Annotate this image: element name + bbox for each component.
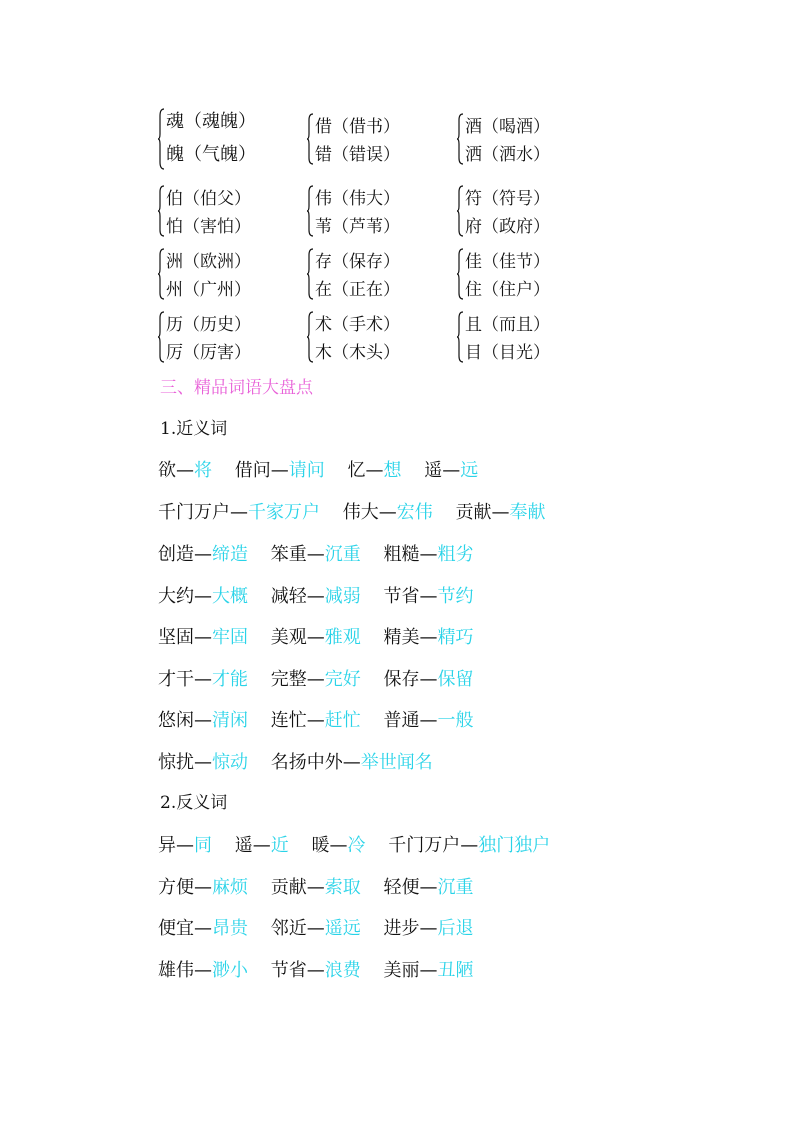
word-pair <box>347 459 401 483</box>
dash: — <box>194 544 212 565</box>
dash: — <box>194 918 212 939</box>
word-answer: 精巧 <box>437 627 474 648</box>
word-answer: 近 <box>270 835 289 856</box>
word-pair <box>383 876 473 900</box>
word-pair <box>158 626 248 650</box>
dash: — <box>419 669 438 690</box>
dash: — <box>306 669 325 690</box>
dash: — <box>460 835 479 856</box>
word-answer: 昂贵 <box>212 918 248 939</box>
dash: — <box>442 460 461 481</box>
word-key: 粗糙 <box>383 544 420 565</box>
dash: — <box>270 460 289 481</box>
section-title: 三、精品词语大盘点 <box>160 378 313 398</box>
char-word: 存（保存） <box>315 252 400 272</box>
word-answer: 独门独户 <box>478 835 551 856</box>
word-answer: 大概 <box>212 586 248 607</box>
brace-icon <box>158 248 165 300</box>
word-answer: 丑陋 <box>437 960 474 981</box>
word-answer: 沉重 <box>437 877 474 898</box>
dash: — <box>194 752 212 773</box>
word-answer: 将 <box>194 460 212 481</box>
dash: — <box>194 669 212 690</box>
dash: — <box>365 460 384 481</box>
word-key: 雄伟 <box>158 960 194 981</box>
word-answer: 才能 <box>212 669 248 690</box>
dash: — <box>378 502 397 523</box>
antonyms-title: 2.反义词 <box>160 793 228 813</box>
brace-icon <box>307 113 314 165</box>
word-key: 普通 <box>383 710 420 731</box>
char-pair <box>457 248 587 302</box>
word-answer: 牢固 <box>212 627 248 648</box>
word-pair <box>158 501 320 525</box>
dash: — <box>194 710 212 731</box>
char-word: 目（目光） <box>465 343 550 363</box>
word-answer: 赶忙 <box>324 710 361 731</box>
word-key: 方便 <box>158 877 194 898</box>
word-answer: 奉献 <box>509 502 546 523</box>
word-key: 名扬中外 <box>270 752 343 773</box>
word-key: 借问 <box>234 460 271 481</box>
char-word: 洲（欧洲） <box>166 252 251 272</box>
word-row <box>158 751 450 775</box>
word-pair <box>383 917 473 941</box>
word-answer: 缔造 <box>212 544 248 565</box>
word-answer: 麻烦 <box>212 877 248 898</box>
word-answer: 浪费 <box>324 960 361 981</box>
char-pair <box>158 108 288 172</box>
word-key: 暖 <box>311 835 330 856</box>
word-answer: 减弱 <box>324 586 361 607</box>
word-pair <box>158 459 212 483</box>
char-word: 且（而且） <box>465 315 550 335</box>
char-pair <box>307 185 437 239</box>
dash: — <box>306 918 325 939</box>
char-pair <box>457 113 587 167</box>
word-key: 连忙 <box>270 710 307 731</box>
char-word: 符（符号） <box>465 189 550 209</box>
char-word: 历（历史） <box>166 315 251 335</box>
word-pair <box>158 709 248 733</box>
word-pair <box>235 834 289 858</box>
word-key: 进步 <box>383 918 420 939</box>
word-key: 减轻 <box>270 586 307 607</box>
char-word: 错（错误） <box>315 145 400 165</box>
word-key: 贡献 <box>270 877 307 898</box>
word-key: 创造 <box>158 544 194 565</box>
word-key: 惊扰 <box>158 752 194 773</box>
word-answer: 清闲 <box>212 710 248 731</box>
word-pair <box>383 585 473 609</box>
word-row <box>158 585 490 609</box>
word-key: 完整 <box>270 669 307 690</box>
word-row <box>158 543 490 567</box>
word-answer: 举世闻名 <box>360 752 433 773</box>
brace-icon <box>158 108 165 170</box>
word-answer: 请问 <box>288 460 325 481</box>
word-pair <box>343 501 433 525</box>
dash: — <box>329 835 348 856</box>
word-key: 节省 <box>270 960 307 981</box>
word-answer: 沉重 <box>324 544 361 565</box>
dash: — <box>306 627 325 648</box>
word-pair <box>455 501 545 525</box>
word-answer: 雅观 <box>324 627 361 648</box>
char-word: 伟（伟大） <box>315 189 400 209</box>
dash: — <box>491 502 510 523</box>
word-key: 千门万户 <box>388 835 461 856</box>
char-word: 借（借书） <box>315 117 400 137</box>
char-pair <box>307 113 437 167</box>
synonyms-title: 1.近义词 <box>160 419 228 439</box>
char-pair <box>158 185 288 239</box>
word-answer: 后退 <box>437 918 474 939</box>
dash: — <box>419 877 438 898</box>
dash: — <box>194 586 212 607</box>
word-pair <box>158 751 248 775</box>
brace-icon <box>457 113 464 165</box>
word-row <box>158 626 490 650</box>
word-key: 美丽 <box>383 960 420 981</box>
dash: — <box>194 877 212 898</box>
word-answer: 节约 <box>437 586 474 607</box>
dash: — <box>419 710 438 731</box>
brace-icon <box>158 185 165 237</box>
brace-icon <box>307 248 314 300</box>
word-pair <box>158 834 212 858</box>
char-word: 洒（洒水） <box>465 145 550 165</box>
brace-icon <box>307 311 314 363</box>
dash: — <box>419 544 438 565</box>
char-word: 魄（气魄） <box>166 144 256 165</box>
word-key: 异 <box>158 835 176 856</box>
dash: — <box>306 877 325 898</box>
word-row <box>158 876 490 900</box>
dash: — <box>230 502 248 523</box>
word-key: 贡献 <box>455 502 492 523</box>
word-answer: 遥远 <box>324 918 361 939</box>
word-key: 欲 <box>158 460 176 481</box>
word-row <box>158 917 490 941</box>
word-pair <box>271 917 361 941</box>
word-pair <box>158 959 248 983</box>
word-answer: 完好 <box>324 669 361 690</box>
word-answer: 惊动 <box>212 752 248 773</box>
dash: — <box>419 918 438 939</box>
word-key: 伟大 <box>342 502 379 523</box>
word-key: 精美 <box>383 627 420 648</box>
char-word: 酒（喝酒） <box>465 117 550 137</box>
char-word: 魂（魂魄） <box>166 111 256 132</box>
word-key: 便宜 <box>158 918 194 939</box>
word-row <box>158 834 567 858</box>
word-answer: 索取 <box>324 877 361 898</box>
word-answer: 想 <box>383 460 402 481</box>
word-pair <box>383 709 473 733</box>
brace-icon <box>158 311 165 363</box>
word-pair <box>158 543 248 567</box>
word-row <box>158 959 490 983</box>
word-row <box>158 668 490 692</box>
char-word: 在（正在） <box>315 280 400 300</box>
char-word: 住（住户） <box>465 280 550 300</box>
word-pair <box>271 751 433 775</box>
word-pair <box>311 834 365 858</box>
word-pair <box>383 668 473 692</box>
dash: — <box>419 627 438 648</box>
dash: — <box>176 460 194 481</box>
dash: — <box>306 544 325 565</box>
word-key: 遥 <box>424 460 443 481</box>
word-answer: 宏伟 <box>396 502 433 523</box>
word-pair <box>271 668 361 692</box>
word-answer: 渺小 <box>212 960 248 981</box>
word-answer: 一般 <box>437 710 474 731</box>
char-word: 厉（厉害） <box>166 343 251 363</box>
brace-icon <box>457 248 464 300</box>
word-key: 轻便 <box>383 877 420 898</box>
char-word: 苇（芦苇） <box>315 217 400 237</box>
word-key: 大约 <box>158 586 194 607</box>
word-pair <box>271 709 361 733</box>
word-pair <box>388 834 550 858</box>
dash: — <box>306 710 325 731</box>
word-key: 遥 <box>234 835 253 856</box>
word-answer: 千家万户 <box>248 502 320 523</box>
dash: — <box>306 960 325 981</box>
brace-icon <box>457 185 464 237</box>
word-answer: 粗劣 <box>437 544 474 565</box>
word-row <box>158 459 495 483</box>
word-pair <box>383 543 473 567</box>
word-key: 保存 <box>383 669 420 690</box>
word-key: 美观 <box>270 627 307 648</box>
char-pair <box>457 311 587 365</box>
word-answer: 同 <box>194 835 212 856</box>
word-row <box>158 709 490 733</box>
char-word: 木（木头） <box>315 343 400 363</box>
char-word: 术（手术） <box>315 315 400 335</box>
word-key: 忆 <box>347 460 366 481</box>
word-key: 坚固 <box>158 627 194 648</box>
char-pair <box>158 311 288 365</box>
word-pair <box>271 959 361 983</box>
word-pair <box>271 543 361 567</box>
dash: — <box>306 586 325 607</box>
brace-icon <box>457 311 464 363</box>
word-pair <box>383 959 473 983</box>
dash: — <box>252 835 271 856</box>
word-pair <box>271 876 361 900</box>
dash: — <box>419 586 438 607</box>
word-pair <box>158 876 248 900</box>
word-pair <box>271 626 361 650</box>
char-pair <box>457 185 587 239</box>
char-word: 州（广州） <box>166 280 251 300</box>
word-answer: 保留 <box>437 669 474 690</box>
char-word: 伯（伯父） <box>166 189 251 209</box>
char-pair <box>158 248 288 302</box>
word-answer: 冷 <box>347 835 366 856</box>
word-key: 笨重 <box>270 544 307 565</box>
dash: — <box>342 752 361 773</box>
word-key: 悠闲 <box>158 710 194 731</box>
dash: — <box>419 960 438 981</box>
char-word: 府（政府） <box>465 217 550 237</box>
word-key: 才干 <box>158 669 194 690</box>
word-key: 邻近 <box>270 918 307 939</box>
word-answer: 远 <box>460 460 479 481</box>
word-pair <box>158 917 248 941</box>
char-pair <box>307 248 437 302</box>
word-pair <box>424 459 478 483</box>
char-word: 佳（佳节） <box>465 252 550 272</box>
char-word: 怕（害怕） <box>166 217 251 237</box>
word-pair <box>158 585 248 609</box>
char-pair <box>307 311 437 365</box>
word-pair <box>383 626 473 650</box>
word-key: 节省 <box>383 586 420 607</box>
dash: — <box>176 835 194 856</box>
word-pair <box>271 585 361 609</box>
dash: — <box>194 960 212 981</box>
word-row <box>158 501 562 525</box>
word-pair <box>158 668 248 692</box>
brace-icon <box>307 185 314 237</box>
word-pair <box>235 459 325 483</box>
dash: — <box>194 627 212 648</box>
word-key: 千门万户 <box>158 502 230 523</box>
